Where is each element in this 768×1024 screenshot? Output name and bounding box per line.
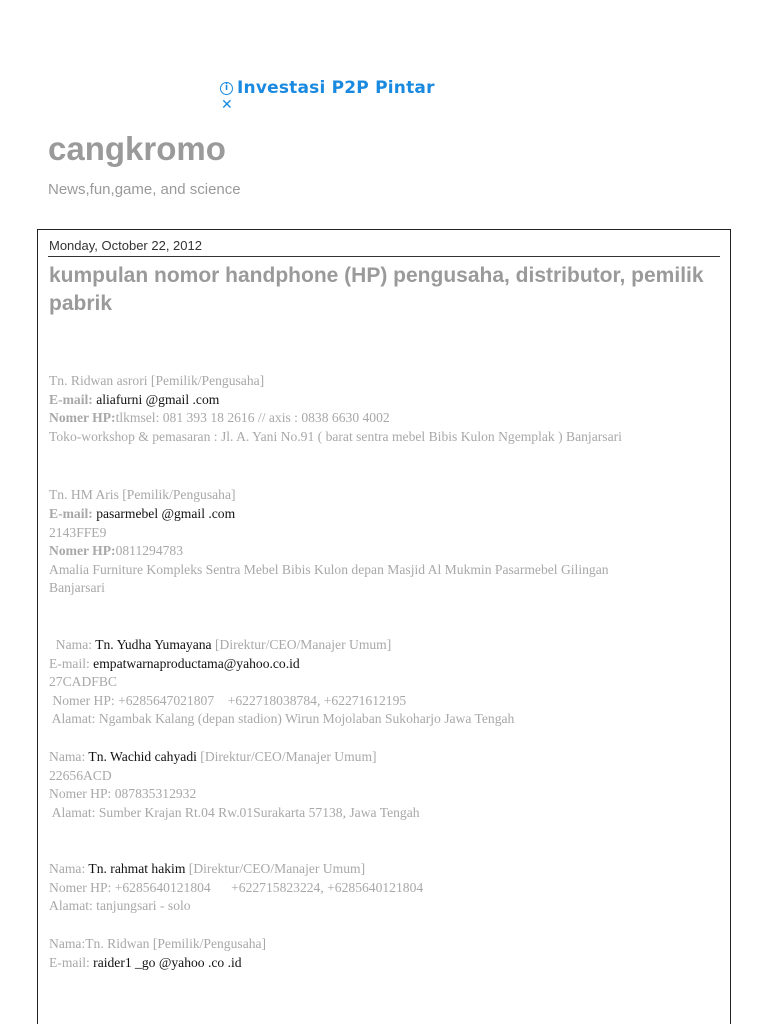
email-value: raider1 _go @yahoo .co .id	[93, 954, 242, 970]
role: [Direktur/CEO/Manajer Umum]	[185, 861, 366, 877]
email-label: E-mail:	[49, 655, 94, 671]
spacer	[49, 598, 724, 636]
post-title[interactable]: kumpulan nomor handphone (HP) pengusaha, distributor, pemilik pabrik	[49, 264, 704, 315]
contact-email	[49, 655, 724, 674]
spacer	[49, 729, 724, 748]
contact-address: Amalia Furniture Kompleks Sentra Mebel Bibis Kulon depan Masjid Al Mukmin Pasarmebel Gilingan	[49, 561, 609, 577]
name-value: Tn. Yudha Yumayana	[95, 636, 212, 652]
phone-value: tlkmsel: 081 393 18 2616 // axis : 0838 6630 4002	[115, 410, 390, 426]
date-divider	[48, 256, 720, 257]
contact-entry	[49, 636, 724, 729]
blog-title[interactable]: cangkromo	[48, 130, 226, 167]
post-body	[49, 372, 724, 972]
ad-banner[interactable]	[220, 78, 435, 112]
ad-title-link[interactable]: Investasi P2P Pintar	[237, 78, 435, 98]
email-value: pasarmebel @gmail .com	[92, 505, 236, 521]
contact-code: 22656ACD	[49, 767, 112, 783]
email-label: E-mail:	[49, 954, 94, 970]
phone-value: 0811294783	[115, 543, 184, 559]
role: [Direktur/CEO/Manajer Umum]	[211, 636, 392, 652]
contact-entry	[49, 935, 724, 972]
post-date: Monday, October 22, 2012	[49, 238, 202, 253]
contact-email	[49, 505, 724, 524]
name-value: Tn. Wachid cahyadi	[88, 748, 197, 764]
email-value: empatwarnaproductama@yahoo.co.id	[93, 655, 300, 671]
contact-name: Tn. HM Aris [Pemilik/Pengusaha]	[49, 487, 236, 503]
contact-entry	[49, 372, 724, 446]
contact-entry	[49, 860, 724, 916]
spacer	[49, 916, 724, 935]
contact-address: Alamat: tanjungsari - solo	[49, 898, 191, 914]
contact-address: Alamat: Sumber Krajan Rt.04 Rw.01Surakarta 57138, Jawa Tengah	[49, 804, 420, 820]
blog-description: News,fun,game, and science	[48, 181, 241, 198]
contact-code: 27CADFBC	[49, 674, 117, 690]
contact-name	[49, 860, 724, 879]
contact-address: Toko-workshop & pemasaran : Jl. A. Yani No.91 ( barat sentra mebel Bibis Kulon Ngemplak ) Banjarsari	[49, 428, 622, 444]
contact-phone: Nomer HP: 087835312932	[49, 786, 197, 802]
contact-email	[49, 954, 724, 973]
contact-name	[49, 748, 724, 767]
email-label: E-mail:	[49, 505, 93, 521]
email-label: E-mail:	[49, 391, 93, 407]
phone-label: Nomer HP:	[49, 410, 116, 426]
post-container	[37, 229, 731, 1024]
email-value: aliafurni @gmail .com	[92, 391, 220, 407]
contact-name: Nama:Tn. Ridwan [Pemilik/Pengusaha]	[49, 936, 267, 952]
contact-phone	[49, 409, 724, 428]
contact-entry	[49, 748, 724, 822]
spacer	[49, 822, 724, 860]
contact-entry	[49, 486, 724, 598]
contact-address: Banjarsari	[49, 580, 105, 596]
close-icon[interactable]: ✕	[221, 97, 233, 113]
name-label: Nama:	[49, 861, 89, 877]
name-value: Tn. rahmat hakim	[88, 861, 186, 877]
contact-phone	[49, 542, 724, 561]
phone-label: Nomer HP:	[49, 543, 116, 559]
contact-address: Alamat: Ngambak Kalang (depan stadion) Wirun Mojolaban Sukoharjo Jawa Tengah	[49, 711, 515, 727]
contact-email	[49, 391, 724, 410]
name-label: Nama:	[49, 636, 96, 652]
name-label: Nama:	[49, 748, 89, 764]
info-icon[interactable]: i	[220, 82, 233, 95]
contact-phone: Nomer HP: +6285647021807 +622718038784, +62271612195	[49, 692, 407, 708]
contact-phone: Nomer HP: +6285640121804 +622715823224, +6285640121804	[49, 879, 424, 895]
spacer	[49, 446, 724, 486]
contact-name: Tn. Ridwan asrori [Pemilik/Pengusaha]	[49, 373, 265, 388]
contact-name	[49, 636, 724, 655]
role: [Direktur/CEO/Manajer Umum]	[196, 748, 377, 764]
contact-code: 2143FFE9	[49, 524, 107, 540]
